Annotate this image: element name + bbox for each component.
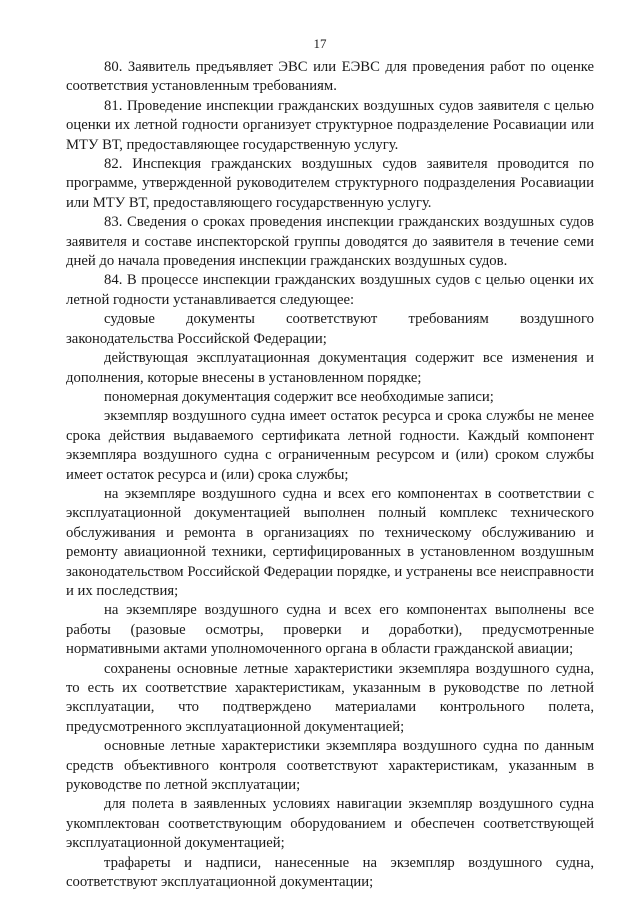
paragraph-83: 83. Сведения о сроках проведения инспекции гражданских воздушных судов заявителя и составе инспекторской группы доводятся до заявителя в течение семи дней до начала проведения инспекции гражданских воздушных судов.: [66, 214, 594, 270]
list-item: трафареты и надписи, нанесенные на экземпляр воздушного судна, соответствуют эксплуатационной документации;: [66, 854, 594, 891]
list-item: действующая эксплуатационная документация содержит все изменения и дополнения, которые внесены в установленном порядке;: [66, 350, 594, 386]
list-item: основные летные характеристики экземпляра воздушного судна по данным средств объективного контроля соответствуют характеристикам, указанным в руководстве по летной эксплуатации;: [66, 738, 594, 794]
paragraph-81: 81. Проведение инспекции гражданских воздушных судов заявителя с целью оценки их летной годности организует структурное подразделение Росавиации или МТУ ВТ, предоставляющее государственную услугу.: [66, 97, 594, 153]
paragraph-82: 82. Инспекция гражданских воздушных судов заявителя проводится по программе, утвержденной руководителем структурного подразделения Росавиации или МТУ ВТ, предоставляющего государственную услугу.: [66, 156, 594, 211]
list-item: на экземпляре воздушного судна и всех его компонентах в соответствии с эксплуатационной документацией выполнен полный комплекс технического обслуживания и ремонта в организациях по техническому обслуживанию и ремонту авиационной техники, сертифицированных в установленном воздушным законодательством Российской Федерации порядке, и устранены все неисправности и их последствия;: [66, 485, 594, 599]
paragraph-84: 84. В процессе инспекции гражданских воздушных судов с целью оценки их летной годности устанавливается следующее:: [66, 272, 594, 308]
document-body: [66, 58, 594, 892]
list-item: экземпляр воздушного судна имеет остаток ресурса и срока службы не менее срока действия выдаваемого сертификата летной годности. Каждый компонент экземпляра воздушного судна с ограниченным ресурсом и (или) сроком службы имеет остаток ресурса и (или) срока службы;: [66, 408, 594, 483]
list-item: судовые документы соответствуют требованиям воздушного законодательства Российской Федерации;: [66, 311, 594, 347]
list-item: на экземпляре воздушного судна и всех его компонентах выполнены все работы (разовые осмотры, проверки и доработки), предусмотренные нормативными актами уполномоченного органа в области гражданской авиации;: [66, 602, 594, 658]
list-item: для полета в заявленных условиях навигации экземпляр воздушного судна укомплектован соответствующим оборудованием и обеспечен соответствующей эксплуатационной документацией;: [66, 796, 594, 852]
list-item: пономерная документация содержит все необходимые записи;: [104, 388, 494, 405]
page-number: 17: [313, 36, 327, 51]
list-item: сохранены основные летные характеристики экземпляра воздушного судна, то есть их соответствие характеристикам, указанным в руководстве по летной эксплуатации, что подтверждено материалами контрольного полета, предусмотренного эксплуатационной документацией;: [66, 660, 594, 735]
paragraph-80: 80. Заявитель предъявляет ЭВС или ЕЭВС для проведения работ по оценке соответствия установленным требованиям.: [66, 59, 594, 95]
